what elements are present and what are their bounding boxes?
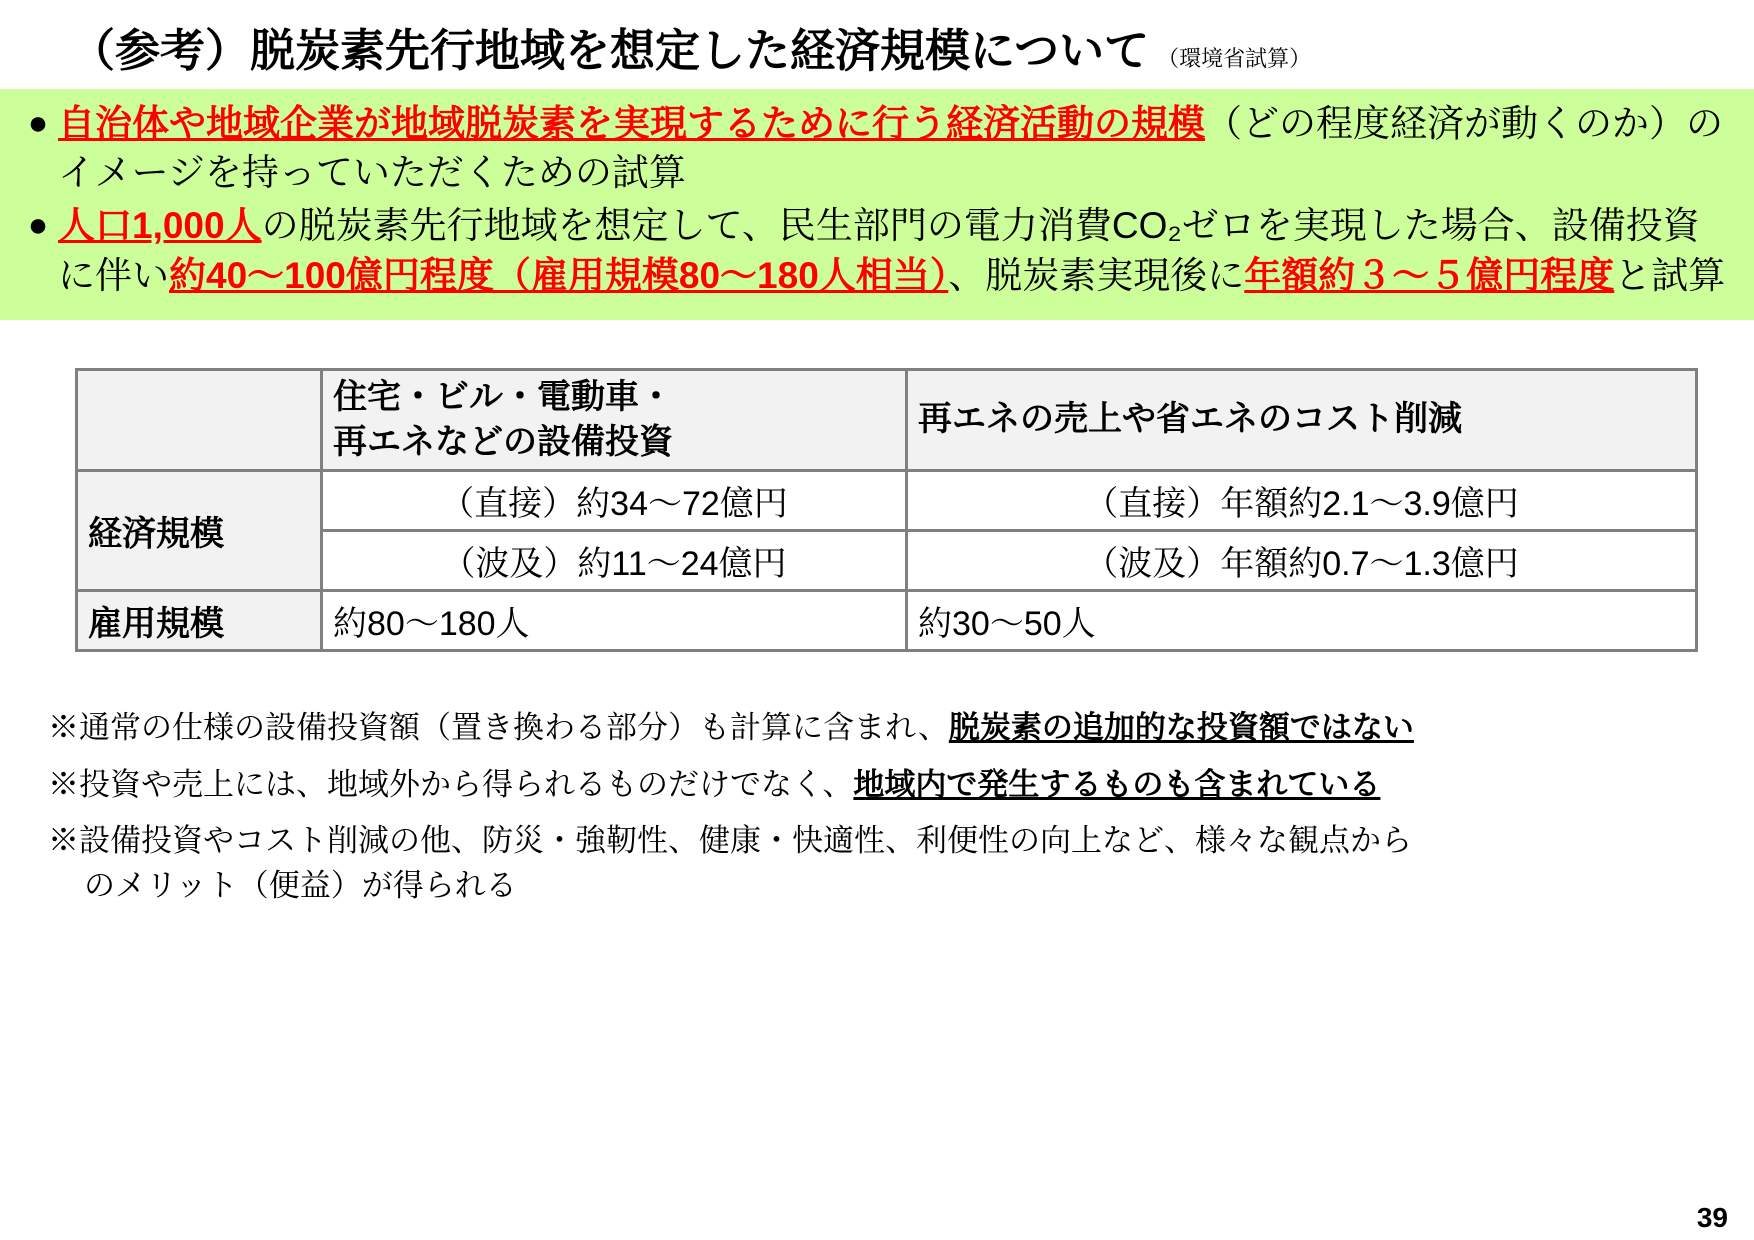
summary-bullet-1-text [58, 99, 1736, 197]
table-cell-employment-revenue: 約30～50人 [907, 590, 1697, 650]
table-rowlabel-employment-scale: 雇用規模 [77, 590, 322, 650]
table-cell-employment-investment: 約80～180人 [322, 590, 907, 650]
page-number: 39 [1696, 1202, 1728, 1233]
table-rowlabel-economic-scale: 経済規模 [77, 470, 322, 590]
footnote-2-plain: ※投資や売上には、地域外から得られるものだけでなく、 [48, 766, 854, 802]
table-row [77, 470, 1697, 530]
page-title [0, 0, 1754, 85]
footnote-2-emphasis: 地域内で発生するものも含まれている [853, 766, 1381, 802]
summary-bullet-2-plain-2: 、脱炭素実現後に [948, 254, 1245, 296]
economic-scale-table [75, 368, 1698, 652]
table-header-investment-line2: 再エネなどの設備投資 [333, 422, 673, 461]
footnote-2 [48, 763, 1728, 808]
footnote-1-plain: ※通常の仕様の設備投資額（置き換わる部分）も計算に含まれ、 [48, 709, 949, 745]
table-header-investment [322, 369, 907, 470]
bullet-dot-icon: ● [27, 206, 49, 245]
table-header-row [77, 369, 1697, 470]
footnote-3-line2: のメリット（便益）が得られる [84, 868, 517, 904]
table-row [77, 590, 1697, 650]
bullet-dot-icon: ● [27, 104, 49, 142]
table-cell-ripple-revenue: （波及）年額約0.7～1.3億円 [907, 530, 1697, 590]
summary-bullet-2-emphasis-2: 約40～100億円程度（雇用規模80～180人相当） [169, 254, 949, 296]
economic-scale-table-wrap [75, 368, 1754, 652]
footnote-3-plain: ※設備投資やコスト削減の他、防災・強靭性、健康・快適性、利便性の向上など、様々な観点から [48, 823, 1412, 859]
page-title-source: （環境省試算） [1157, 46, 1312, 71]
summary-bullet-1 [18, 99, 1736, 197]
table-cell-direct-investment: （直接）約34～72億円 [322, 470, 907, 530]
summary-bullet-2-plain-3: と試算 [1614, 254, 1726, 296]
summary-highlight-box [0, 89, 1754, 320]
summary-bullet-1-plain: （どの程度経済が動くのか）のイメージを持っていただくための試算 [58, 103, 1723, 194]
summary-bullet-2 [18, 201, 1736, 299]
summary-bullet-2-emphasis-1: 人口1,000人 [58, 205, 262, 247]
footnote-1 [48, 706, 1728, 751]
table-cell-ripple-investment: （波及）約11～24億円 [322, 530, 907, 590]
page-title-main: （参考）脱炭素先行地域を想定した経済規模について [70, 25, 1150, 76]
table-header-corner [77, 369, 322, 470]
table-header-investment-line1: 住宅・ビル・電動車・ [333, 377, 673, 416]
summary-bullet-1-emphasis: 自治体や地域企業が地域脱炭素を実現するために行う経済活動の規模 [58, 103, 1205, 144]
summary-bullet-2-text [58, 201, 1736, 299]
footnotes [48, 706, 1728, 910]
footnote-3 [48, 819, 1728, 909]
table-cell-direct-revenue: （直接）年額約2.1～3.9億円 [907, 470, 1697, 530]
summary-bullet-2-emphasis-3: 年額約３～５億円程度 [1244, 254, 1615, 296]
footnote-1-emphasis: 脱炭素の追加的な投資額ではない [948, 709, 1414, 745]
summary-bullet-2-plain-1: の脱炭素先行地域を想定して、民生部門の電力消費CO₂ゼロを実現した場合、設備投資に伴い [58, 205, 1700, 296]
table-header-revenue: 再エネの売上や省エネのコスト削減 [907, 369, 1697, 470]
